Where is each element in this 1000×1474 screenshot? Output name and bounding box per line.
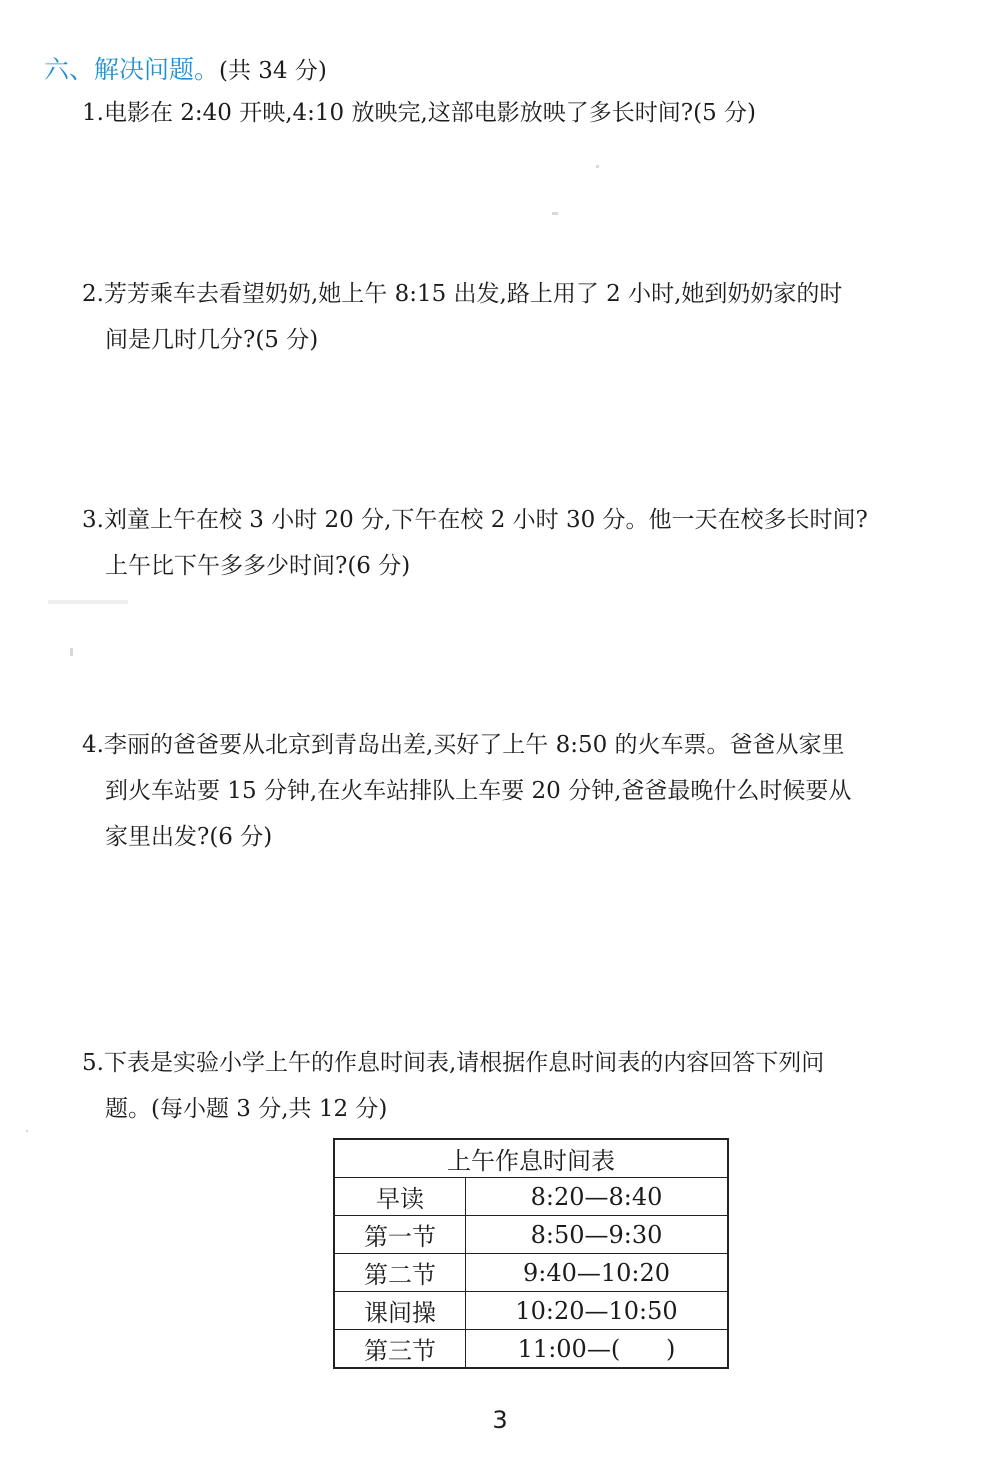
period-name: 第一节 — [334, 1216, 466, 1254]
period-time: 8:50—9:30 — [466, 1216, 729, 1254]
question-2 — [82, 271, 962, 363]
period-time: 9:40—10:20 — [466, 1254, 729, 1292]
schedule-table — [333, 1138, 729, 1369]
page-number: 3 — [492, 1406, 508, 1434]
schedule-title: 上午作息时间表 — [334, 1139, 728, 1178]
question-4-line-1: 4.李丽的爸爸要从北京到青岛出差,买好了上午 8:50 的火车票。爸爸从家里 — [82, 732, 845, 758]
question-4-line-2: 到火车站要 15 分钟,在火车站排队上车要 20 分钟,爸爸最晚什么时候要从 — [105, 778, 852, 804]
scan-speck — [596, 165, 599, 168]
section-heading-text: 六、解决问题。 — [44, 55, 220, 84]
question-5-line-1: 5.下表是实验小学上午的作息时间表,请根据作息时间表的内容回答下列问 — [82, 1050, 825, 1076]
question-4 — [82, 722, 962, 860]
table-row — [334, 1330, 728, 1369]
scan-speck — [48, 600, 128, 604]
question-1 — [82, 90, 962, 136]
question-5-line-2: 题。(每小题 3 分,共 12 分) — [105, 1096, 388, 1122]
scan-speck — [70, 648, 73, 656]
period-name: 早读 — [334, 1178, 466, 1216]
question-3-line-1: 3.刘童上午在校 3 小时 20 分,下午在校 2 小时 30 分。他一天在校多长时间? — [82, 507, 868, 533]
question-2-line-2: 间是几时几分?(5 分) — [105, 327, 319, 353]
schedule-title-row — [334, 1139, 728, 1178]
question-1-line-1: 1.电影在 2:40 开映,4:10 放映完,这部电影放映了多长时间?(5 分) — [82, 100, 757, 126]
table-row — [334, 1178, 728, 1216]
table-row — [334, 1254, 728, 1292]
question-3-line-2: 上午比下午多多少时间?(6 分) — [105, 553, 411, 579]
question-2-line-1: 2.芳芳乘车去看望奶奶,她上午 8:15 出发,路上用了 2 小时,她到奶奶家的时 — [82, 281, 843, 307]
table-row — [334, 1216, 728, 1254]
question-3 — [82, 497, 962, 589]
table-row — [334, 1292, 728, 1330]
scan-speck — [552, 212, 558, 215]
section-points: (共 34 分) — [219, 58, 327, 84]
period-name: 课间操 — [334, 1292, 466, 1330]
question-4-line-3: 家里出发?(6 分) — [105, 824, 273, 850]
period-time: 10:20—10:50 — [466, 1292, 729, 1330]
period-time: 8:20—8:40 — [466, 1178, 729, 1216]
period-name: 第二节 — [334, 1254, 466, 1292]
scan-speck — [26, 1130, 28, 1132]
section-heading — [44, 50, 327, 86]
question-5 — [82, 1040, 962, 1132]
period-name: 第三节 — [334, 1330, 466, 1369]
period-time: 11:00—( ) — [466, 1330, 729, 1369]
